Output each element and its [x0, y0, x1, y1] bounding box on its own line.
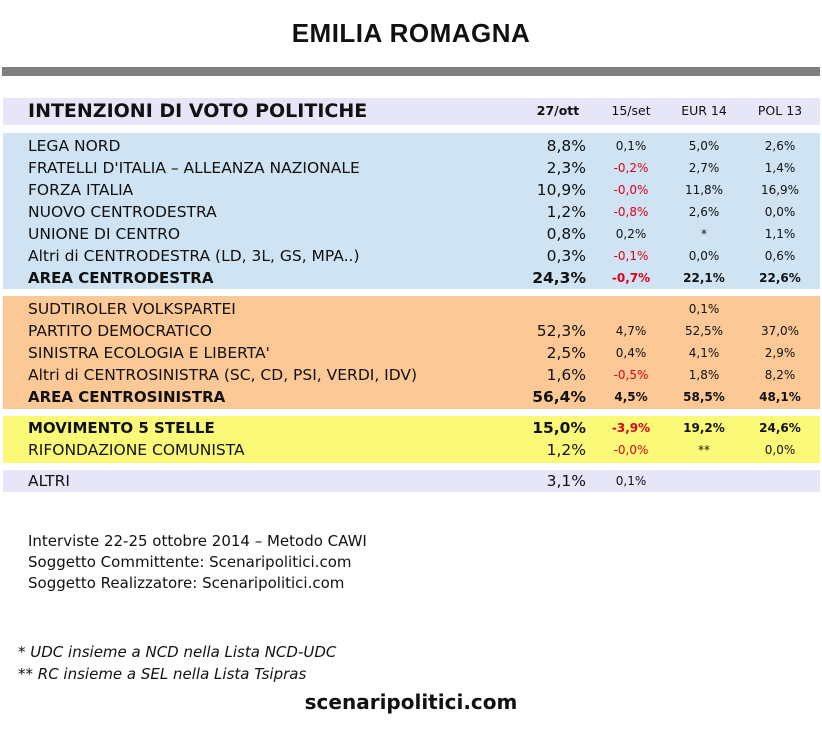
table-row: [0, 439, 822, 461]
party-label: SUDTIROLER VOLKSPARTEI: [28, 300, 236, 318]
note-line: Soggetto Realizzatore: Scenaripolitici.com: [28, 574, 345, 592]
party-label: SINISTRA ECOLOGIA E LIBERTA': [28, 344, 270, 362]
pol13-value: 8,2%: [764, 368, 796, 382]
table-row: [0, 470, 822, 492]
note-line: Interviste 22-25 ottobre 2014 – Metodo CAWI: [28, 532, 367, 550]
eur14-value: 2,7%: [688, 161, 720, 175]
site-name: scenaripolitici.com: [304, 690, 518, 714]
eur14-value: 2,6%: [688, 205, 720, 219]
pol13-value: 0,0%: [764, 443, 796, 457]
party-label: UNIONE DI CENTRO: [28, 225, 181, 243]
delta-value: 4,7%: [615, 324, 647, 338]
delta-value: -0,1%: [613, 249, 649, 263]
eur14-value: 11,8%: [684, 183, 724, 197]
delta-value: -0,7%: [611, 271, 651, 285]
col-header-prev: 15/set: [611, 103, 651, 118]
vote-value: 1,2%: [546, 441, 586, 459]
pol13-value: 48,1%: [759, 390, 801, 404]
table-row: [0, 417, 822, 439]
col-header-pol13: POL 13: [757, 103, 803, 118]
delta-value: -0,8%: [613, 205, 649, 219]
vote-value: 52,3%: [536, 322, 586, 340]
table-row: [0, 179, 822, 201]
vote-value: 2,5%: [546, 344, 586, 362]
note-line: Soggetto Committente: Scenaripolitici.com: [28, 553, 352, 571]
party-label: Altri di CENTROSINISTRA (SC, CD, PSI, VERDI, IDV): [28, 366, 418, 384]
page-title: EMILIA ROMAGNA: [291, 18, 531, 48]
table-row: [0, 157, 822, 179]
pol13-value: 1,4%: [764, 161, 796, 175]
delta-value: 0,4%: [615, 346, 647, 360]
table-row: [0, 386, 822, 408]
vote-value: 3,1%: [546, 472, 586, 490]
table-row: [0, 342, 822, 364]
pol13-value: 2,6%: [764, 139, 796, 153]
eur14-value: 52,5%: [684, 324, 724, 338]
table-row: [0, 267, 822, 289]
eur14-value: 22,1%: [683, 271, 725, 285]
title-divider: [2, 67, 820, 76]
footnotes: [18, 641, 336, 685]
vote-value: 10,9%: [536, 181, 586, 199]
delta-value: 0,1%: [615, 474, 647, 488]
delta-value: -0,0%: [613, 443, 649, 457]
pol13-value: 16,9%: [760, 183, 800, 197]
table-row: [0, 245, 822, 267]
pol13-value: 37,0%: [760, 324, 800, 338]
party-label: FORZA ITALIA: [28, 181, 134, 199]
eur14-value: 5,0%: [688, 139, 720, 153]
vote-value: 8,8%: [546, 137, 586, 155]
table-row: [0, 320, 822, 342]
party-label: NUOVO CENTRODESTRA: [28, 203, 217, 221]
pol13-value: 2,9%: [764, 346, 796, 360]
party-label: LEGA NORD: [28, 137, 121, 155]
vote-value: 56,4%: [532, 388, 586, 406]
eur14-value: **: [698, 443, 710, 457]
table-row: [0, 364, 822, 386]
delta-value: 0,1%: [615, 139, 647, 153]
col-header-current: 27/ott: [536, 103, 580, 118]
delta-value: -0,0%: [613, 183, 649, 197]
delta-value: -0,5%: [613, 368, 649, 382]
table-title: INTENZIONI DI VOTO POLITICHE: [28, 100, 368, 122]
survey-notes: [28, 531, 367, 594]
party-label: AREA CENTROSINISTRA: [28, 388, 226, 406]
vote-value: 1,6%: [546, 366, 586, 384]
table-header: [0, 100, 822, 122]
table-row: [0, 135, 822, 157]
eur14-value: *: [701, 227, 707, 241]
vote-value: 1,2%: [546, 203, 586, 221]
col-header-eur14: EUR 14: [681, 103, 727, 118]
table-row: [0, 201, 822, 223]
eur14-value: 4,1%: [688, 346, 720, 360]
eur14-value: 0,0%: [688, 249, 720, 263]
delta-value: 0,2%: [615, 227, 647, 241]
vote-value: 0,8%: [546, 225, 586, 243]
table-row: [0, 298, 822, 320]
eur14-value: 58,5%: [683, 390, 725, 404]
eur14-value: 1,8%: [688, 368, 720, 382]
party-label: Altri di CENTRODESTRA (LD, 3L, GS, MPA..): [28, 247, 360, 265]
vote-value: 15,0%: [532, 419, 586, 437]
party-label: RIFONDAZIONE COMUNISTA: [28, 441, 245, 459]
delta-value: -0,2%: [613, 161, 649, 175]
pol13-value: 24,6%: [759, 421, 801, 435]
pol13-value: 1,1%: [764, 227, 796, 241]
footnote: * UDC insieme a NCD nella Lista NCD-UDC: [18, 643, 337, 661]
table-row: [0, 223, 822, 245]
party-label: MOVIMENTO 5 STELLE: [28, 419, 215, 437]
delta-value: -3,9%: [611, 421, 651, 435]
party-label: PARTITO DEMOCRATICO: [28, 322, 212, 340]
vote-value: 24,3%: [532, 269, 586, 287]
eur14-value: 0,1%: [688, 302, 720, 316]
vote-value: 0,3%: [546, 247, 586, 265]
eur14-value: 19,2%: [683, 421, 725, 435]
pol13-value: 0,6%: [764, 249, 796, 263]
delta-value: 4,5%: [614, 390, 648, 404]
vote-value: 2,3%: [546, 159, 586, 177]
party-label: ALTRI: [28, 472, 70, 490]
pol13-value: 0,0%: [764, 205, 796, 219]
party-label: FRATELLI D'ITALIA – ALLEANZA NAZIONALE: [28, 159, 360, 177]
pol13-value: 22,6%: [759, 271, 801, 285]
party-label: AREA CENTRODESTRA: [28, 269, 214, 287]
footnote: ** RC insieme a SEL nella Lista Tsipras: [18, 665, 307, 683]
